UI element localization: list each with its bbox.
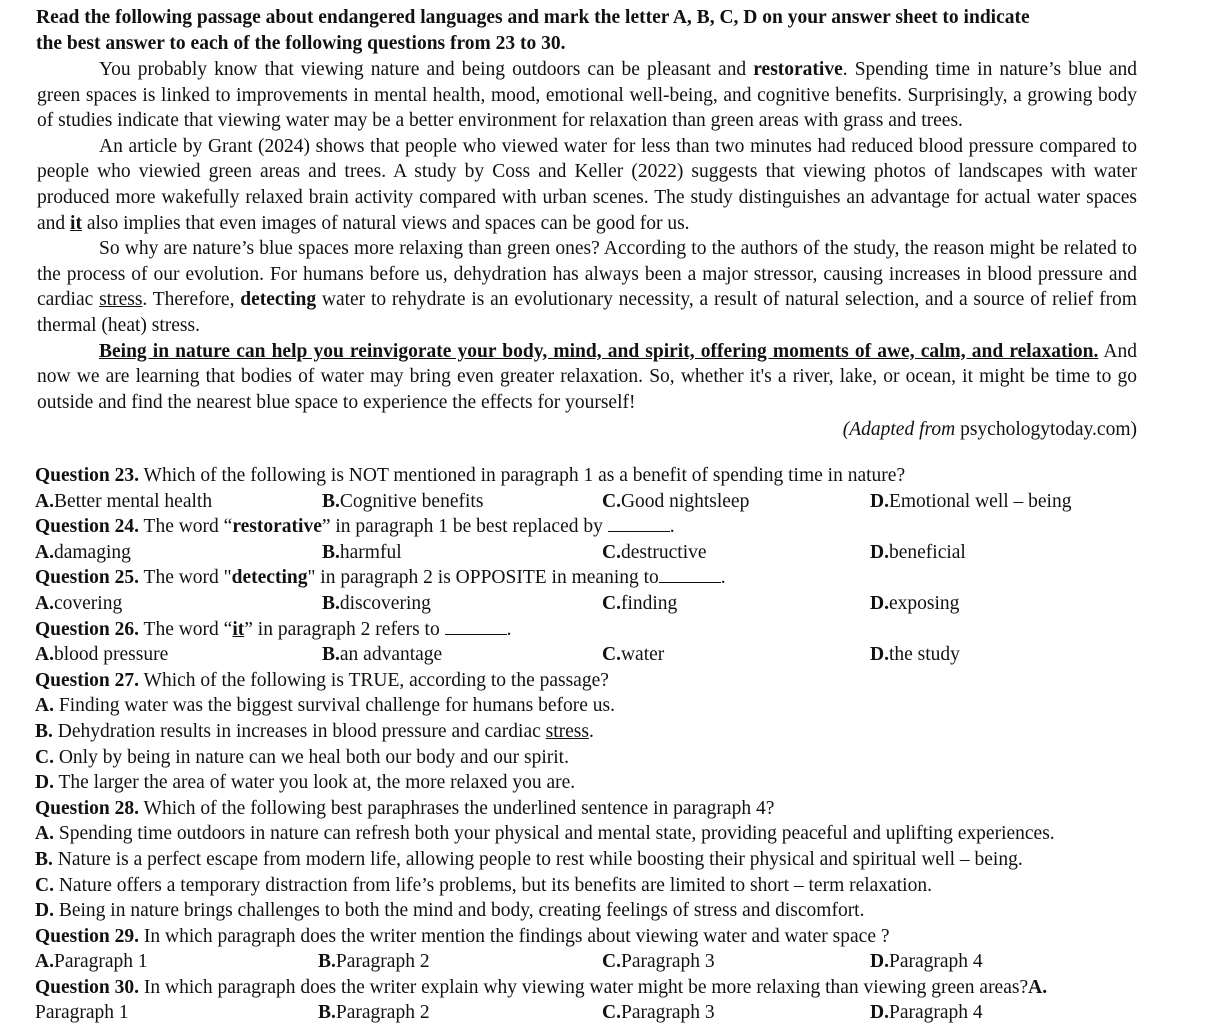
question-24 [35,514,1145,540]
q27-stem: Which of the following is TRUE, according to the passage? [139,669,609,691]
q23-options [35,489,1145,515]
q30-option-c[interactable] [602,1000,715,1026]
q25-label: Question 25. [35,567,140,589]
instructions-line-1: Read the following passage about endangered languages and mark the letter A, B, C, D on your answer sheet to indicate [36,7,1030,28]
option-letter: B. [322,541,340,563]
q24-label: Question 24. [35,516,140,538]
q30-label: Question 30. [35,976,140,998]
q27-label: Question 27. [35,669,140,691]
q29-option-d[interactable] [870,949,983,975]
option-letter: C. [35,874,54,896]
p3-text-mid: . Therefore, [142,289,241,311]
option-letter: A. [35,592,54,614]
option-letter: C. [602,541,621,563]
q25-stem-start: The word " [139,567,232,589]
q24-stem-start: The word “ [139,516,233,538]
option-letter: A. [35,951,54,973]
option-text: Only by being in nature can we heal both our body and our spirit. [53,746,569,768]
option-text: Spending time outdoors in nature can refresh both your physical and mental state, providing peaceful and uplifting experiences. [53,823,1055,845]
q27-option-b[interactable] [35,719,1145,745]
q29-stem: In which paragraph does the writer mention the findings about viewing water and water space ? [139,925,890,947]
option-letter: B. [322,490,340,512]
option-letter: C. [602,951,621,973]
option-text: finding [620,592,678,614]
q26-stem-end: ” in paragraph 2 refers to [244,618,440,640]
option-letter: B. [322,592,340,614]
q26-options [35,642,1145,668]
option-text: Paragraph 3 [620,951,715,973]
q26-stem-start: The word “ [139,618,233,640]
instructions-line-2: the best answer to each of the following questions from 23 to 30. [36,32,566,54]
passage-source [37,417,1137,443]
q30-option-a-letter[interactable]: A. [1028,976,1048,998]
option-letter: C. [602,490,621,512]
p3-text-end: water to rehydrate is an evolutionary necessity, a result of natural selection, and a source of relief from thermal (heat) stress. [37,289,1137,336]
q24-option-b[interactable] [322,540,402,566]
q23-stem: Which of the following is NOT mentioned in paragraph 1 as a benefit of spending time in nature? [139,465,906,486]
q29-options [35,949,1145,975]
option-text: Paragraph 1 [35,1002,129,1024]
option-letter: B. [318,1002,336,1024]
q23-option-c[interactable] [602,489,750,515]
q24-options [35,540,1145,566]
q28-label: Question 28. [35,797,140,819]
q24-answer-blank [608,515,670,532]
option-text: destructive [620,541,707,563]
option-letter: D. [35,772,54,794]
option-text: Nature offers a temporary distraction from life’s problems, but its benefits are limited to short – term relaxation. [53,874,932,896]
option-text-end: . [589,720,594,742]
q28-option-c[interactable] [35,873,1145,899]
q24-stem-end: ” in paragraph 1 be best replaced by [321,516,603,538]
paragraph-4 [37,339,1137,416]
p1-text-start: You probably know that viewing nature and being outdoors can be pleasant and [99,59,754,80]
option-text: Good nightsleep [620,490,750,512]
option-text: damaging [53,541,131,563]
q25-period: . [720,567,726,589]
option-letter: B. [318,951,336,973]
q24-option-d[interactable] [870,540,966,566]
option-letter: D. [870,592,889,614]
q28-stem: Which of the following best paraphrases the underlined sentence in paragraph 4? [139,797,775,819]
question-27 [35,668,1145,694]
option-letter: D. [870,541,889,563]
option-text: Emotional well – being [888,490,1072,512]
option-letter: C. [602,1002,621,1024]
q25-answer-blank [659,566,721,583]
q26-option-d[interactable] [870,642,960,668]
q30-option-b[interactable] [318,1000,430,1026]
question-29 [35,924,1145,950]
q23-label: Question 23. [35,465,140,486]
q28-option-a[interactable] [35,821,1145,847]
q26-key-word: it [232,618,245,640]
option-letter: C. [35,746,54,768]
option-letter: A. [35,695,54,717]
questions-section [35,463,1145,1026]
q23-option-d[interactable] [870,489,1072,515]
q26-label: Question 26. [35,618,140,640]
option-letter: D. [870,951,889,973]
question-28 [35,796,1145,822]
option-text: harmful [339,541,402,563]
p2-underlined-it: it [70,212,82,234]
q26-answer-blank [445,618,507,635]
paragraph-2 [37,134,1137,236]
option-text: Dehydration results in increases in blood pressure and cardiac [52,720,546,742]
option-letter: A. [35,644,54,666]
p4-underlined-sentence: Being in nature can help you reinvigorate your body, mind, and spirit, offering moments of awe, calm, and relaxation. [99,340,1099,362]
option-underlined-word: stress [545,720,589,742]
q24-option-a[interactable] [35,540,131,566]
q29-label: Question 29. [35,925,140,947]
option-text: The larger the area of water you look at, the more relaxed you are. [53,772,576,794]
option-text: Paragraph 4 [888,951,983,973]
option-text: discovering [339,592,431,614]
option-text: water [620,644,665,666]
q30-stem: In which paragraph does the writer explain why viewing water might be more relaxing than viewing green areas? [139,976,1029,998]
q24-key-word: restorative [232,516,322,538]
option-letter: B. [35,848,53,870]
question-25 [35,565,1145,591]
p3-underlined-stress: stress [99,289,143,311]
option-letter: B. [322,644,340,666]
option-letter: D. [870,490,889,512]
option-letter: C. [602,592,621,614]
q27-option-d[interactable] [35,770,1145,796]
option-text: covering [53,592,123,614]
q25-key-word: detecting [231,567,308,589]
option-text: Paragraph 2 [335,951,430,973]
option-letter: D. [870,1002,889,1024]
question-26 [35,617,1145,643]
option-letter: A. [35,490,54,512]
instructions [36,5,1176,56]
option-letter: C. [602,644,621,666]
q25-option-a[interactable] [35,591,123,617]
q25-options [35,591,1145,617]
q25-stem-end: " in paragraph 2 is OPPOSITE in meaning to [307,567,659,589]
option-text: Nature is a perfect escape from modern life, allowing people to rest while boosting their physical and spiritual well – being. [52,848,1023,870]
q29-option-a[interactable] [35,949,148,975]
p2-text-end: also implies that even images of natural views and spaces can be good for us. [81,212,690,234]
q23-option-a[interactable] [35,489,213,515]
option-text: Better mental health [53,490,213,512]
question-30 [35,975,1145,1001]
p4-text-end: And now we are learning that bodies of water may bring even greater relaxation. So, whether it's a river, lake, or ocean, it might be time to go outside and find the nearest blue space to experience the effects for yourself! [37,340,1137,413]
option-text: an advantage [339,644,443,666]
q26-option-c[interactable] [602,642,665,668]
option-text: Paragraph 2 [335,1002,430,1024]
q24-option-c[interactable] [602,540,707,566]
question-23 [35,463,1145,489]
option-text: Cognitive benefits [339,490,484,512]
q28-option-d[interactable] [35,898,1145,924]
p3-text-start: So why are nature’s blue spaces more relaxing than green ones? According to the authors of the study, the reason might be related to the process of our evolution. For humans before us, dehydration has always been a major stressor, causing increases in blood pressure and cardiac [37,238,1137,311]
q25-option-c[interactable] [602,591,678,617]
option-letter: A. [35,541,54,563]
option-letter: D. [35,900,54,922]
option-text: the study [888,644,960,666]
q30-option-d[interactable] [870,1000,983,1026]
option-letter: D. [870,644,889,666]
q26-option-b[interactable] [322,642,443,668]
p2-text-start: An article by Grant (2024) shows that people who viewed water for less than two minutes had reduced blood pressure compared to people who viewied green areas and trees. A study by Coss and Keller (2022) suggests that viewing photos of landscapes with water produced more wakefully relaxed brain activity compared with urban scenes. The study distinguishes an advantage for actual water spaces and [37,135,1137,234]
source-text: psychologytoday.com) [955,419,1137,441]
q25-option-d[interactable] [870,591,960,617]
option-text: blood pressure [53,644,169,666]
p1-text-end: . Spending time in nature’s blue and green spaces is linked to improvements in mental health, mood, emotional well-being, and cognitive benefits. Surprisingly, a growing body of studies indicate that viewing water may be a better environment for relaxation than green areas with grass and trees. [37,59,1137,132]
q28-option-b[interactable] [35,847,1145,873]
option-letter: A. [35,823,54,845]
p3-bold-word: detecting [240,289,317,311]
option-text: beneficial [888,541,966,563]
q25-option-b[interactable] [322,591,431,617]
q27-option-c[interactable] [35,745,1145,771]
paragraph-3 [37,236,1137,338]
option-text: Paragraph 3 [620,1002,715,1024]
q29-option-b[interactable] [318,949,430,975]
option-text: Finding water was the biggest survival challenge for humans before us. [53,695,615,717]
option-text: Paragraph 1 [53,951,148,973]
p1-bold-word: restorative [753,59,843,80]
option-text: Being in nature brings challenges to both the mind and body, creating feelings of stress and discomfort. [53,900,865,922]
option-text: Paragraph 4 [888,1002,983,1024]
q29-option-c[interactable] [602,949,715,975]
q27-option-a[interactable] [35,693,1145,719]
paragraph-1 [37,57,1137,134]
q26-period: . [506,618,512,640]
q26-option-a[interactable] [35,642,169,668]
q24-period: . [669,516,675,538]
reading-passage [37,57,1137,443]
q23-option-b[interactable] [322,489,484,515]
option-text: exposing [888,592,960,614]
q30-options [35,1000,1145,1026]
source-italic: (Adapted from [842,419,956,441]
option-letter: B. [35,720,53,742]
